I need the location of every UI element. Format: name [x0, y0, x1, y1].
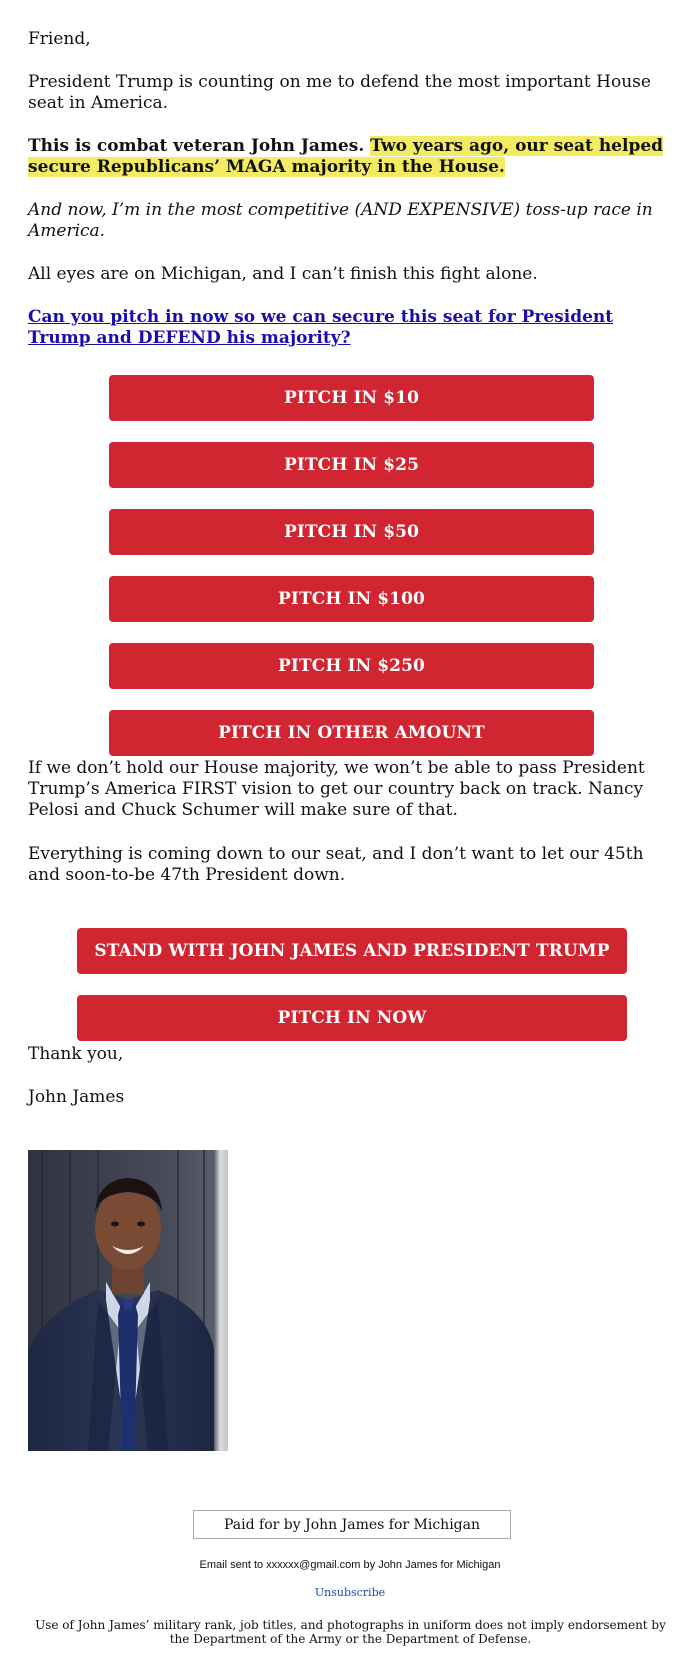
signature: John James: [28, 1087, 125, 1107]
greeting: Friend,: [28, 29, 91, 49]
stand-with-button[interactable]: STAND WITH JOHN JAMES AND PRESIDENT TRUMP: [77, 928, 627, 974]
veteran-paragraph: [28, 136, 673, 178]
pitch-in-now-button[interactable]: PITCH IN NOW: [77, 995, 627, 1041]
pitch-in-10-button[interactable]: PITCH IN $10: [109, 375, 594, 421]
thanks-text: Thank you,: [28, 1044, 124, 1064]
pitch-in-25-button[interactable]: PITCH IN $25: [109, 442, 594, 488]
military-disclaimer: Use of John James’ military rank, job titles, and photographs in uniform does not imply endorsement by the Department of the Army or the Department of Defense.: [35, 1618, 666, 1646]
seat-paragraph: Everything is coming down to our seat, and I don’t want to let our 45th and soon-to-be 47th President down.: [28, 844, 644, 885]
candidate-photo: [28, 1150, 228, 1451]
pitch-in-100-button[interactable]: PITCH IN $100: [109, 576, 594, 622]
email-sent-text: Email sent to xxxxxx@gmail.com by John James for Michigan: [199, 1559, 501, 1571]
pitch-in-250-button[interactable]: PITCH IN $250: [109, 643, 594, 689]
cta-paragraph: [28, 307, 673, 349]
cta-link[interactable]: Can you pitch in now so we can secure this seat for President Trump and DEFEND his majority?: [28, 307, 614, 348]
majority-paragraph: If we don’t hold our House majority, we won’t be able to pass President Trump’s America FIRST vision to get our country back on track. Nancy Pelosi and Chuck Schumer will make sure of that.: [28, 758, 645, 820]
highlighted-text: Two years ago, our seat helped secure Republicans’ MAGA majority in the House.: [28, 136, 664, 177]
race-paragraph: And now, I’m in the most competitive (AND EXPENSIVE) toss-up race in America.: [28, 200, 653, 241]
pitch-in-other-amount-button[interactable]: PITCH IN OTHER AMOUNT: [109, 710, 594, 756]
unsubscribe-link[interactable]: Unsubscribe: [314, 1586, 386, 1599]
intro-paragraph: President Trump is counting on me to defend the most important House seat in America.: [28, 72, 651, 113]
pitch-in-50-button[interactable]: PITCH IN $50: [109, 509, 594, 555]
portrait-illustration: [28, 1150, 228, 1451]
michigan-paragraph: All eyes are on Michigan, and I can’t finish this fight alone.: [28, 264, 538, 284]
veteran-plain-text: This is combat veteran John James.: [28, 136, 371, 156]
paid-for-box: Paid for by John James for Michigan: [193, 1510, 511, 1539]
